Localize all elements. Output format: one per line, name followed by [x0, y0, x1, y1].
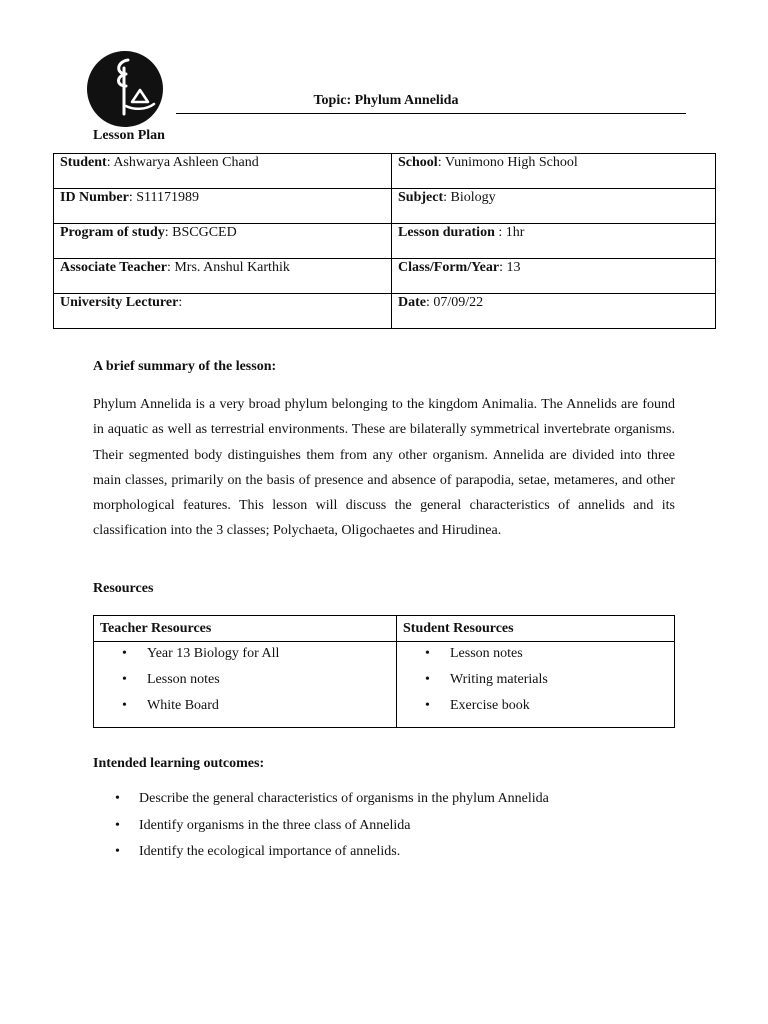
- summary-text: Phylum Annelida is a very broad phylum belonging to the kingdom Animalia. The Annelids are found in aquatic as well as terrestrial environments. These are bilaterally symmetrical invertebrate organisms. Their segmented body distinguishes them from any other organism. Annelida are divided into three main classes, primarily on the basis of presence and absence of parapodia, setae, metameres, and other morphological features. This lesson will discuss the general characteristics of annelids and its classification into the 3 classes; Polychaeta, Oligochaetes and Hirudinea.: [93, 397, 675, 539]
- info-cell: [392, 224, 716, 259]
- student-resource-item: • Writing materials: [397, 670, 674, 696]
- info-value: BSCGCED: [172, 225, 237, 240]
- info-row: [54, 224, 716, 259]
- outcome-item: • Identify the ecological importance of annelids.: [93, 842, 549, 869]
- info-row: [54, 259, 716, 294]
- info-cell: [392, 154, 716, 189]
- info-cell: [54, 189, 392, 224]
- info-separator: :: [494, 225, 506, 240]
- teacher-resources-header: Teacher Resources: [94, 616, 397, 642]
- info-label: School: [398, 155, 438, 170]
- info-label: Lesson duration: [398, 225, 495, 240]
- info-separator: :: [426, 295, 434, 310]
- info-label: Associate Teacher: [60, 260, 167, 275]
- student-resource-item: • Lesson notes: [397, 644, 674, 670]
- info-value: S11171989: [136, 190, 199, 205]
- info-label: Program of study: [60, 225, 165, 240]
- info-cell: [54, 259, 392, 294]
- lesson-plan-label: Lesson Plan: [93, 128, 165, 143]
- info-value: 07/09/22: [433, 295, 484, 310]
- info-separator: :: [128, 190, 137, 205]
- info-label: University Lecturer: [60, 295, 179, 310]
- info-label: Student: [60, 155, 107, 170]
- summary-heading: A brief summary of the lesson:: [93, 359, 277, 374]
- info-table: [53, 153, 716, 329]
- outcomes-list: [93, 789, 549, 869]
- info-value: Mrs. Anshul Karthik: [174, 260, 290, 275]
- info-row: [54, 294, 716, 329]
- teacher-resources-cell: [94, 642, 397, 728]
- info-cell: [54, 224, 392, 259]
- resources-heading: Resources: [93, 581, 154, 596]
- header-rule: [176, 113, 686, 114]
- student-resources-list: [397, 642, 674, 727]
- teacher-resource-item: • Year 13 Biology for All: [94, 644, 396, 670]
- info-separator: :: [166, 260, 175, 275]
- teacher-resource-item: • White Board: [94, 696, 396, 722]
- outcomes-heading: Intended learning outcomes:: [93, 756, 265, 771]
- info-cell: [392, 294, 716, 329]
- info-separator: :: [437, 155, 445, 170]
- info-separator: :: [164, 225, 173, 240]
- info-cell: [392, 189, 716, 224]
- info-label: Subject: [398, 190, 444, 205]
- info-cell: [54, 294, 392, 329]
- info-label: ID Number: [60, 190, 129, 205]
- info-separator: :: [178, 295, 183, 310]
- info-row: [54, 189, 716, 224]
- info-separator: :: [499, 260, 507, 275]
- topic-title: Topic: Phylum Annelida: [313, 93, 459, 108]
- student-resources-header: Student Resources: [397, 616, 675, 642]
- info-value: Biology: [450, 190, 496, 205]
- info-cell: [54, 154, 392, 189]
- info-separator: :: [443, 190, 451, 205]
- info-cell: [392, 259, 716, 294]
- student-resource-item: • Exercise book: [397, 696, 674, 722]
- outcome-item: • Describe the general characteristics of organisms in the phylum Annelida: [93, 789, 549, 816]
- info-separator: :: [106, 155, 114, 170]
- info-label: Date: [398, 295, 426, 310]
- info-value: 13: [506, 260, 521, 275]
- university-logo: [86, 50, 164, 128]
- info-value: 1hr: [505, 225, 525, 240]
- info-label: Class/Form/Year: [398, 260, 500, 275]
- resources-table: [93, 615, 675, 728]
- outcome-item: • Identify organisms in the three class of Annelida: [93, 816, 549, 843]
- info-row: [54, 154, 716, 189]
- student-resources-cell: [397, 642, 675, 728]
- teacher-resource-item: • Lesson notes: [94, 670, 396, 696]
- teacher-resources-list: [94, 642, 396, 727]
- info-value: Ashwarya Ashleen Chand: [113, 155, 259, 170]
- info-value: Vunimono High School: [444, 155, 578, 170]
